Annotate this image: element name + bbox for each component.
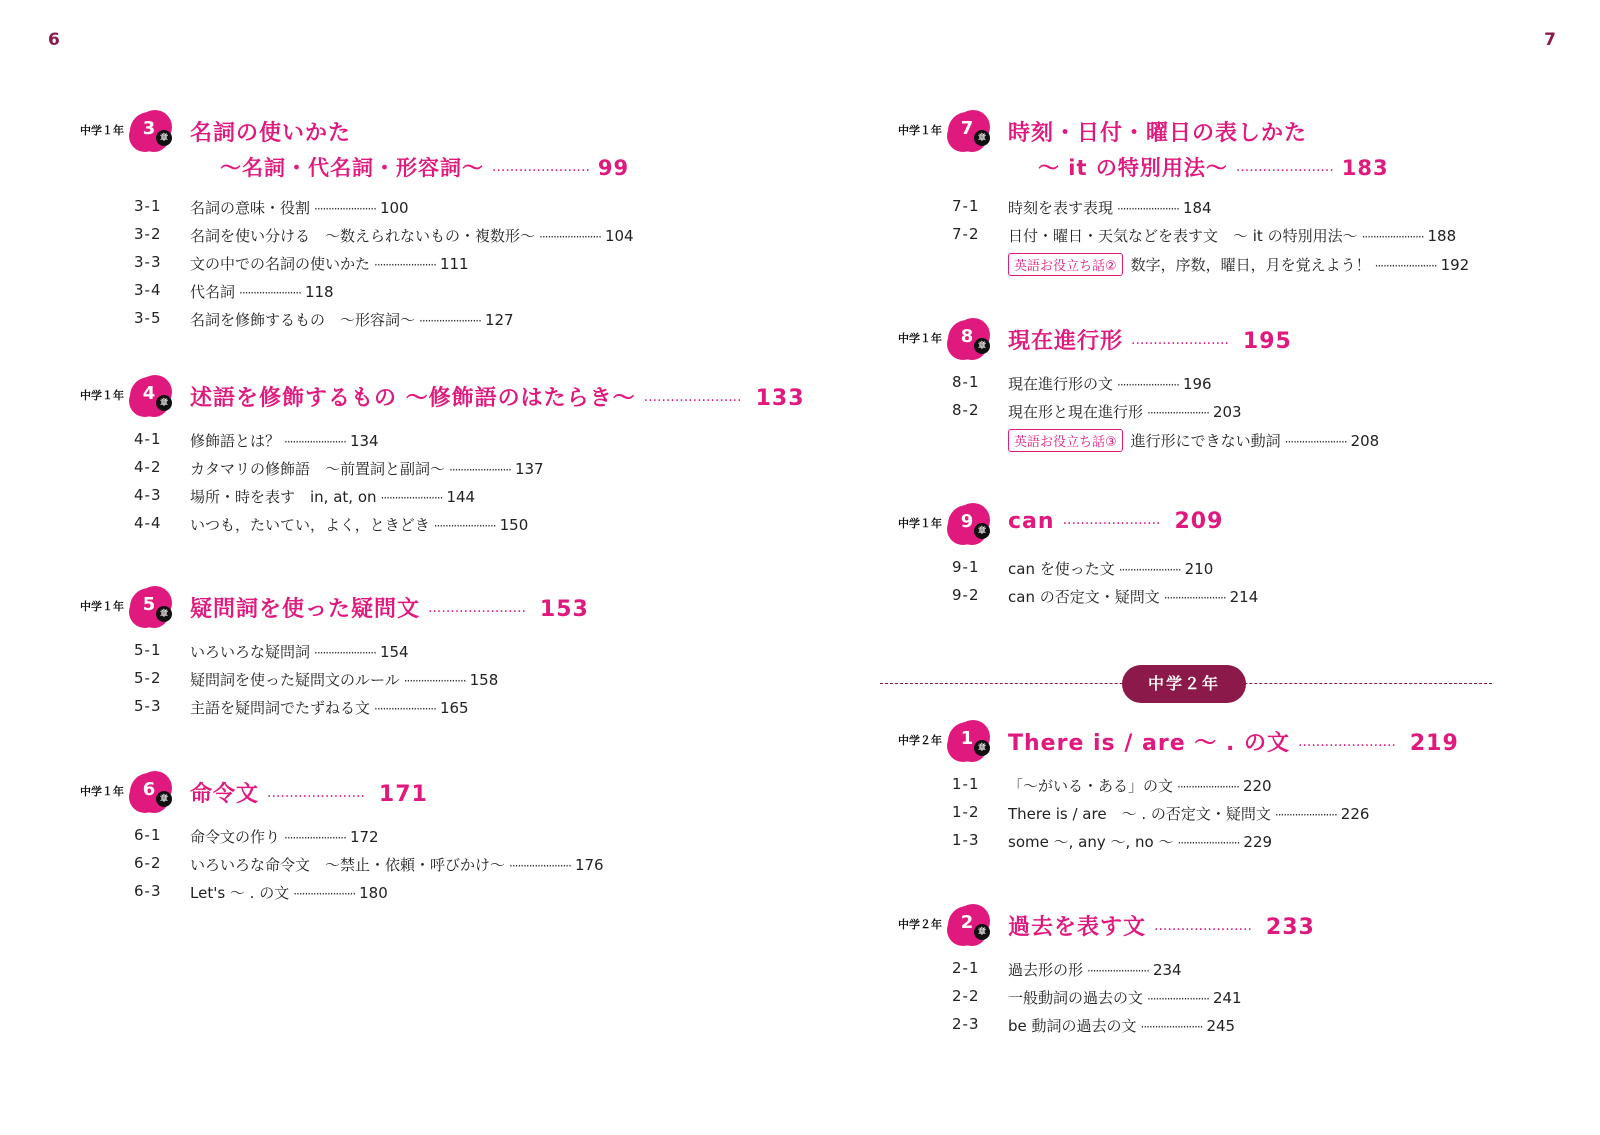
section-title [190,514,528,535]
section-page: 172 [349,828,379,846]
section-item[interactable] [80,851,780,879]
section-item[interactable] [898,555,1598,583]
chapter-title [1008,324,1292,355]
section-item[interactable] [898,370,1598,398]
leader-dots: ······················ [403,674,466,688]
section-text: can の否定文・疑問文 [1008,588,1160,606]
section-text: 主語を疑問詞でたずねる文 [190,699,371,717]
chapter-number: 6 [142,779,156,800]
section-text: 数字，序数，曜日，月を覚えよう！ [1130,256,1371,274]
section-number: 1-2 [952,803,980,821]
leader-dots: ······················ [1147,992,1209,1006]
section-list [80,638,780,722]
chapter-title-text: 命令文 [190,782,260,807]
leader-dots: ······················ [1118,563,1181,577]
chapter-mark: 章 [974,338,990,354]
section-item[interactable] [898,984,1598,1012]
section-number: 5-3 [134,697,162,715]
chapter-mark: 章 [974,740,990,756]
chapter-badge-icon [948,722,986,760]
leader-dots: ······················ [1062,516,1161,532]
section-page: 203 [1212,403,1242,421]
page-number-right: 7 [1544,30,1556,50]
chapter-mark: 章 [156,395,172,411]
section-number: 9-1 [952,558,980,576]
chapter-badge-icon [130,377,168,415]
section-page: 118 [304,283,334,301]
grade-label: 中学１年 [80,600,124,613]
section-title [190,253,469,274]
section-page: 111 [439,255,469,273]
section-number: 1-3 [952,831,980,849]
section-list [898,194,1598,278]
section-page: 208 [1350,432,1380,450]
section-text: 現在形と現在進行形 [1008,403,1144,421]
chapter-mark: 章 [974,924,990,940]
section-page: 234 [1152,961,1182,979]
grade-label: 中学２年 [898,734,942,747]
section-title [190,641,409,662]
section-title [190,882,388,903]
section-item[interactable] [898,772,1598,800]
section-list [80,823,780,907]
section-title [190,309,514,330]
section-text: 疑問詞を使った疑問文のルール [190,671,400,689]
section-item[interactable] [898,426,1598,454]
chapter-block [898,112,1598,278]
section-text: 「〜がいる・ある」の文 [1008,777,1174,795]
chapter-badge-icon [130,588,168,626]
section-list [898,370,1598,454]
chapter-block [80,112,780,334]
section-text: いろいろな命令文 〜禁止・依頼・呼びかけ〜 [190,856,506,874]
section-page: 180 [359,884,388,902]
grade-label: 中学１年 [898,517,942,530]
leader-dots: ······················ [284,435,346,449]
chapter-heading[interactable] [898,112,1598,152]
section-item[interactable] [898,956,1598,984]
grade-label: 中学１年 [80,785,124,798]
section-page: 100 [379,199,409,217]
chapter-number: 9 [960,511,974,532]
chapter-mark: 章 [156,791,172,807]
section-page: 226 [1340,805,1370,823]
section-item[interactable] [898,398,1598,426]
leader-dots: ······················ [539,230,601,244]
section-text: some 〜, any 〜, no 〜 [1008,833,1174,851]
section-page: 229 [1243,833,1273,851]
section-number: 1-1 [952,775,980,793]
section-number: 3-4 [134,281,162,299]
chapter-title [1008,910,1315,941]
leader-dots: ······················ [1117,378,1179,392]
section-text: be 動詞の過去の文 [1008,1017,1137,1035]
section-title [1008,401,1242,422]
section-page: 214 [1229,588,1259,606]
section-number: 2-3 [952,1015,980,1033]
chapter-title [190,777,428,808]
chapter-mark: 章 [156,130,172,146]
section-number: 4-1 [134,430,162,448]
section-item[interactable] [80,250,780,278]
section-page: 176 [574,856,604,874]
section-text: can を使った文 [1008,560,1115,578]
chapter-subtitle-text: 〜 it の特別用法〜 [1038,156,1228,180]
section-page: 154 [379,643,409,661]
section-title [1008,831,1272,852]
section-text: カタマリの修飾語 〜前置詞と副詞〜 [190,460,446,478]
section-page: 137 [514,460,544,478]
leader-dots: ······················ [314,202,376,216]
leader-dots: ······················ [1087,964,1149,978]
chapter-page: 219 [1409,731,1459,756]
section-title [190,281,334,302]
section-title [190,669,498,690]
section-item[interactable] [80,455,780,483]
chapter-page: 133 [755,386,805,411]
section-number: 4-3 [134,486,162,504]
tip-column-tag: 英語お役立ち話② [1008,253,1123,276]
chapter-mark: 章 [974,523,990,539]
section-text: 文の中での名詞の使いかた [190,255,371,273]
chapter-title-text: 時刻・日付・曜日の表しかた [1008,121,1308,146]
chapter-title [1008,509,1223,534]
section-title [1008,803,1369,824]
chapter-page: 195 [1242,329,1292,354]
leader-dots: ······················ [1374,259,1437,273]
section-title [190,826,379,847]
chapter-heading[interactable] [80,377,805,417]
chapter-subtitle-text: 〜名詞・代名詞・形容詞〜 [220,156,484,180]
chapter-title [1008,726,1459,757]
chapter-badge-icon [948,320,986,358]
chapter-title-text: 名詞の使いかた [190,121,352,146]
section-page: 192 [1440,256,1470,274]
section-text: いろいろな疑問詞 [190,643,311,661]
chapter-block [898,722,1598,856]
section-number: 9-2 [952,586,980,604]
chapter-block [80,588,780,722]
section-page: 134 [349,432,379,450]
section-title [190,458,544,479]
section-text: 時刻を表す表現 [1008,199,1114,217]
section-number: 7-2 [952,225,980,243]
section-item[interactable] [80,194,780,222]
chapter-page: 99 [597,156,630,180]
leader-dots: ······················ [1147,406,1209,420]
page-number-left: 6 [48,30,60,50]
section-title [1008,586,1258,607]
chapter-page: 183 [1341,156,1389,180]
leader-dots: ······················ [433,519,496,533]
section-list [898,956,1598,1040]
section-item[interactable] [898,800,1598,828]
section-item[interactable] [898,222,1598,250]
grade-divider-label: 中学２年 [1122,665,1246,703]
section-title [1008,197,1212,218]
leader-dots: ······················ [419,314,481,328]
section-text: Let's 〜 . の文 [190,884,290,902]
leader-dots: ······················ [1177,780,1239,794]
chapter-subtitle [1038,152,1598,184]
section-title [1008,558,1213,579]
section-text: 場所・時を表す in, at, on [190,488,377,506]
section-text: 進行形にできない動詞 [1130,432,1281,450]
chapter-title [190,381,805,412]
chapter-title [190,592,589,623]
section-item[interactable] [80,694,780,722]
section-item[interactable] [80,638,780,666]
section-item[interactable] [80,306,780,334]
section-item[interactable] [898,250,1598,278]
tip-column-tag: 英語お役立ち話③ [1008,429,1123,452]
section-text: 名詞の意味・役割 [190,199,311,217]
leader-dots: ······················ [314,646,376,660]
leader-dots: ······················ [1361,230,1424,244]
chapter-heading[interactable] [898,722,1598,762]
section-item[interactable] [80,666,780,694]
chapter-title-text: 現在進行形 [1008,329,1124,354]
leader-dots: ······················ [449,463,511,477]
section-number: 3-1 [134,197,162,215]
section-text: 現在進行形の文 [1008,375,1114,393]
section-title [190,430,379,451]
leader-dots: ······················ [643,393,742,409]
chapter-badge-icon [948,112,986,150]
section-item[interactable] [80,427,780,455]
section-list [80,194,780,334]
section-page: 165 [439,699,469,717]
section-title [190,486,475,507]
section-list [898,555,1598,611]
section-text: 日付・曜日・天気などを表す文 〜 it の特別用法〜 [1008,227,1358,245]
section-item[interactable] [80,222,780,250]
section-page: 184 [1182,199,1212,217]
section-number: 2-1 [952,959,980,977]
leader-dots: ······················ [1284,435,1347,449]
chapter-title [1008,116,1307,147]
grade-label: 中学１年 [898,332,942,345]
chapter-block [898,320,1598,454]
section-number: 7-1 [952,197,980,215]
chapter-heading[interactable] [80,773,780,813]
section-item[interactable] [80,278,780,306]
section-title [1008,373,1212,394]
chapter-title-text: 過去を表す文 [1008,915,1147,940]
section-page: 245 [1206,1017,1236,1035]
section-text: 一般動詞の過去の文 [1008,989,1144,1007]
section-list [898,772,1598,856]
chapter-title-text: 疑問詞を使った疑問文 [190,597,421,622]
section-page: 144 [446,488,476,506]
leader-dots: ······················ [1297,738,1396,754]
chapter-number: 2 [960,912,974,933]
leader-dots: ······················ [293,887,356,901]
section-number: 6-2 [134,854,162,872]
chapter-badge-icon [948,505,986,543]
section-item[interactable] [898,828,1598,856]
section-number: 4-4 [134,514,162,532]
leader-dots: ······················ [509,859,571,873]
leader-dots: ······················ [1235,163,1334,179]
section-number: 3-5 [134,309,162,327]
section-title [190,225,634,246]
chapter-number: 4 [142,383,156,404]
leader-dots: ······················ [492,163,590,179]
section-number: 4-2 [134,458,162,476]
section-number: 5-1 [134,641,162,659]
chapter-page: 209 [1174,509,1224,534]
section-title [1008,253,1469,276]
section-text: 名詞を修飾するもの 〜形容詞〜 [190,311,416,329]
chapter-block [80,377,805,539]
section-item[interactable] [80,879,780,907]
leader-dots: ······················ [1177,836,1240,850]
chapter-block [80,773,780,907]
section-title [190,697,469,718]
chapter-number: 8 [960,326,974,347]
leader-dots: ······················ [374,258,436,272]
chapter-page: 153 [539,597,589,622]
section-number: 8-1 [952,373,980,391]
grade-label: 中学２年 [898,918,942,931]
chapter-badge-icon [130,773,168,811]
chapter-title [190,116,351,147]
chapter-badge-icon [130,112,168,150]
section-page: 104 [604,227,634,245]
section-text: 名詞を使い分ける 〜数えられないもの・複数形〜 [190,227,536,245]
chapter-number: 5 [142,594,156,615]
leader-dots: ······················ [1117,202,1179,216]
section-page: 127 [484,311,514,329]
chapter-badge-icon [948,906,986,944]
section-number: 6-3 [134,882,162,900]
section-item[interactable] [80,483,780,511]
section-title [1008,775,1272,796]
chapter-heading[interactable] [898,906,1598,946]
section-page: 158 [469,671,499,689]
chapter-title-text: There is / are 〜 . の文 [1008,731,1290,756]
chapter-mark: 章 [974,130,990,146]
chapter-heading[interactable] [898,505,1598,545]
grade-label: 中学１年 [898,124,942,137]
leader-dots: ······················ [380,491,443,505]
leader-dots: ······················ [239,286,301,300]
leader-dots: ······················ [267,789,365,805]
leader-dots: ······················ [374,702,436,716]
grade-label: 中学１年 [80,124,124,137]
section-title [1008,959,1182,980]
leader-dots: ······················ [1274,808,1337,822]
section-title [1008,987,1242,1008]
section-text: 代名詞 [190,283,236,301]
section-number: 3-3 [134,253,162,271]
section-title [1008,429,1379,452]
section-title [190,854,604,875]
section-text: 修飾語とは？ [190,432,281,450]
leader-dots: ······················ [284,831,346,845]
section-item[interactable] [80,511,780,539]
chapter-title-text: can [1008,509,1055,534]
section-text: 過去形の形 [1008,961,1084,979]
section-title [190,197,409,218]
section-text: いつも，たいてい，よく，ときどき [190,516,430,534]
section-list [80,427,780,539]
chapter-subtitle [220,152,780,184]
section-page: 188 [1427,227,1457,245]
chapter-number: 3 [142,118,156,139]
section-title [1008,225,1456,246]
leader-dots: ······················ [1140,1020,1203,1034]
section-page: 196 [1182,375,1212,393]
chapter-block [898,906,1598,1040]
section-number: 5-2 [134,669,162,687]
section-text: There is / are 〜 . の否定文・疑問文 [1008,805,1271,823]
section-number: 8-2 [952,401,980,419]
grade-label: 中学１年 [80,389,124,402]
chapter-title-text: 述語を修飾するもの 〜修飾語のはたらき〜 [190,386,636,411]
chapter-number: 7 [960,118,974,139]
section-number: 3-2 [134,225,162,243]
chapter-heading[interactable] [898,320,1598,360]
chapter-page: 233 [1265,915,1315,940]
section-item[interactable] [898,583,1598,611]
chapter-number: 1 [960,728,974,749]
section-number: 2-2 [952,987,980,1005]
section-number: 6-1 [134,826,162,844]
chapter-heading[interactable] [80,112,780,152]
section-item[interactable] [898,1012,1598,1040]
section-item[interactable] [898,194,1598,222]
section-text: 命令文の作り [190,828,281,846]
section-page: 150 [499,516,529,534]
leader-dots: ······················ [428,604,526,620]
section-title [1008,1015,1235,1036]
leader-dots: ······················ [1131,336,1229,352]
chapter-page: 171 [378,782,428,807]
section-page: 220 [1242,777,1272,795]
leader-dots: ······················ [1163,591,1226,605]
chapter-mark: 章 [156,606,172,622]
section-item[interactable] [80,823,780,851]
section-page: 210 [1184,560,1214,578]
section-page: 241 [1212,989,1242,1007]
chapter-block [898,505,1598,611]
chapter-heading[interactable] [80,588,780,628]
leader-dots: ······················ [1154,922,1252,938]
